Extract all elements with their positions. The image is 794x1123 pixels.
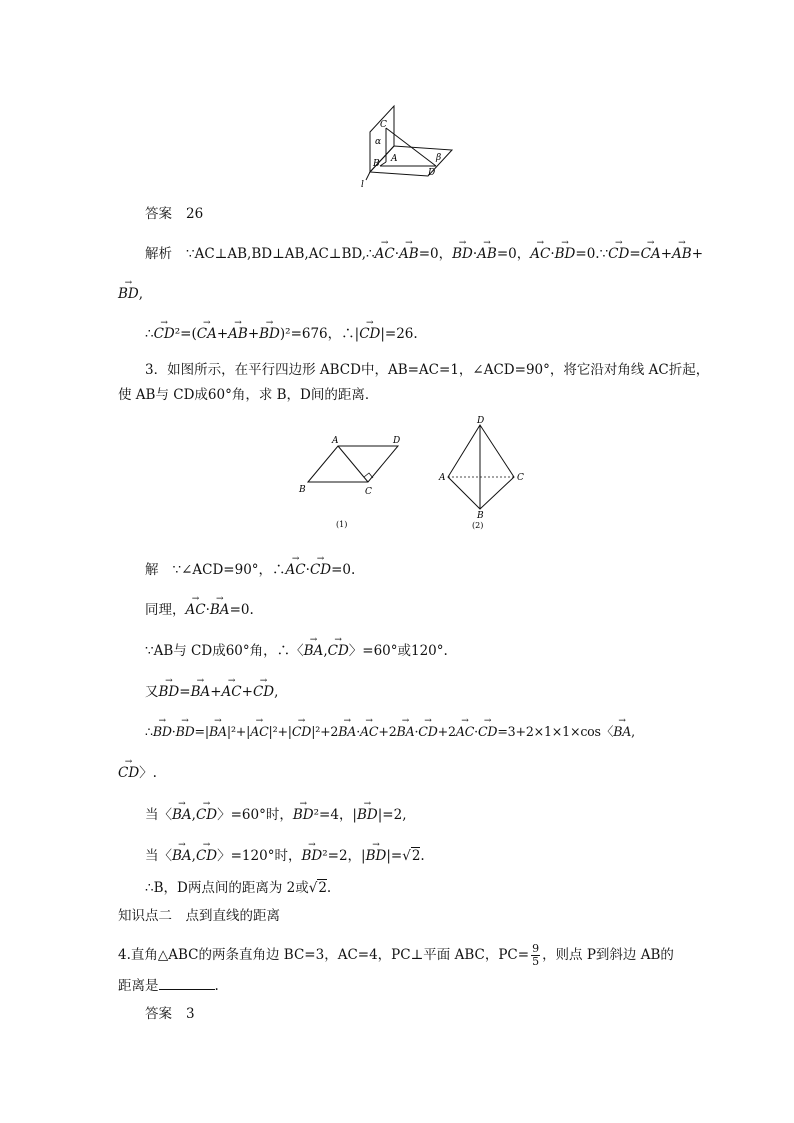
caption-2: (2) <box>472 521 484 530</box>
vector: → CD <box>608 243 629 263</box>
fraction-9-5: $\frac{9}{5}$ <box>532 942 540 968</box>
vector: → BD <box>452 243 473 263</box>
diagonal-AC <box>338 446 368 482</box>
label-D: D <box>477 416 485 426</box>
solution-3-conclusion: ∴B，D两点间的距离为 2或√2. <box>145 880 332 896</box>
vector: → BA <box>338 721 356 741</box>
label-A: A <box>439 473 446 483</box>
label-C: C <box>365 487 372 497</box>
vector: → BD <box>555 243 576 263</box>
vector: → CD <box>418 721 437 741</box>
label-C: C <box>517 473 524 483</box>
vector: → BD <box>259 323 280 343</box>
vector: → CD <box>154 323 175 343</box>
vector: → CD <box>359 323 380 343</box>
vector: → BD <box>176 721 195 741</box>
line-l <box>366 172 370 180</box>
vector: → BA <box>304 640 324 660</box>
caption-1: (1) <box>336 520 348 529</box>
vector: → AC <box>286 559 306 579</box>
label-C: C <box>380 120 387 130</box>
vector: → AB <box>672 243 692 263</box>
figure-folded <box>432 414 532 532</box>
vector: → BD <box>357 804 378 824</box>
vector: → BD <box>301 845 322 865</box>
vector: → AC <box>222 681 242 701</box>
vector: → CD <box>328 640 349 660</box>
vector: → AC <box>250 721 268 741</box>
vector: → AB <box>399 243 419 263</box>
vector: → AC <box>375 243 395 263</box>
solution-1-line-2: → BD, <box>118 283 143 303</box>
section-title: 知识点二 点到直线的距离 <box>118 908 280 924</box>
solution-3-line-4: 又→ BD=→ BA+→ AC+→ CD, <box>145 681 278 701</box>
question-4-line-2: 距离是 . <box>118 978 219 994</box>
vector: → BD <box>366 845 387 865</box>
segment-AB <box>380 162 386 166</box>
vector: → CD <box>253 681 274 701</box>
vector: → BA <box>397 721 415 741</box>
solution-3-line-1: 解 ∵∠ACD=90°，∴→ AC·→ CD=0. <box>145 559 355 579</box>
vector: → BA <box>613 721 631 741</box>
vector: → CD <box>310 559 331 579</box>
vector: → CD <box>118 762 139 782</box>
vector: → CA <box>641 243 661 263</box>
vector: → BA <box>210 599 230 619</box>
vector: → BD <box>153 721 172 741</box>
label-A: A <box>391 154 398 164</box>
label-B: B <box>299 485 306 495</box>
label-alpha: α <box>375 137 382 147</box>
answer-4: 答案 3 <box>145 1006 195 1022</box>
question-4-line-1: 4.直角△ABC的两条直角边 BC=3，AC=4，PC⊥平面 ABC，PC= $\frac{9}{5}$ ，则点 P到斜边 AB的 <box>118 942 674 968</box>
solution-1-line-1: 解析 ∵AC⊥AB,BD⊥AB,AC⊥BD,∴→ AC·→ AB=0，→ BD·→ AB=0，→ AC·→ BD=0.∵→ CD=→ CA+→ AB+ <box>145 243 703 263</box>
label-D: D <box>428 168 436 178</box>
vector: → BD <box>118 283 139 303</box>
vector: → CD <box>478 721 497 741</box>
vector: → BD <box>293 804 314 824</box>
label-A: A <box>332 436 339 446</box>
vector: → BA <box>172 804 192 824</box>
solution-3-line-3: ∵AB与 CD成60°角，∴〈→ BA,→ CD〉=60°或120°. <box>145 640 448 660</box>
solution-1-line-3: ∴→ CD²=(→ CA+→ AB+→ BD)²=676，∴|→ CD|=26. <box>145 323 418 343</box>
vector: → BD <box>159 681 180 701</box>
figure-parallelogram <box>292 410 412 532</box>
label-D: D <box>393 436 401 446</box>
solution-3-line-5: ∴→ BD·→ BD=|→ BA|²+|→ AC|²+|→ CD|²+2→ BA·→ AC+2→ BA·→ CD+2→ AC·→ CD=3+2×1×1×cos〈→ BA, <box>145 721 635 741</box>
folded-outline <box>448 425 514 509</box>
figure-perpendicular-planes <box>360 100 472 190</box>
vector: → CD <box>196 845 217 865</box>
vector: → BA <box>172 845 192 865</box>
label-B: B <box>373 159 380 169</box>
vector: → BA <box>191 681 211 701</box>
question-3-line-2: 使 AB与 CD成60°角，求 B，D间的距离． <box>118 387 379 403</box>
label-B: B <box>477 511 484 521</box>
vector: → AB <box>228 323 248 343</box>
answer-1: 答案 26 <box>145 206 204 222</box>
vector: → CD <box>292 721 311 741</box>
vector: → BA <box>209 721 227 741</box>
vector: → CA <box>197 323 217 343</box>
vector: → AC <box>456 721 474 741</box>
solution-3-line-7: 当〈→ BA,→ CD〉=60°时，→ BD²=4，|→ BD|=2, <box>145 804 407 824</box>
answer-blank[interactable] <box>159 977 215 990</box>
label-l: l <box>361 180 364 190</box>
solution-3-line-6: → CD〉. <box>118 762 157 782</box>
solution-3-line-2: 同理，→ AC·→ BA=0. <box>145 599 254 619</box>
vector: → AC <box>186 599 206 619</box>
vector: → AB <box>477 243 497 263</box>
solution-3-line-8: 当〈→ BA,→ CD〉=120°时，→ BD²=2，|→ BD|=√2. <box>145 845 425 865</box>
vector: → CD <box>196 804 217 824</box>
vector: → AC <box>360 721 378 741</box>
question-3-line-1: 3．如图所示，在平行四边形 ABCD中，AB=AC=1，∠ACD=90°，将它沿对角线 AC折起， <box>145 362 710 378</box>
vector: → AC <box>530 243 550 263</box>
solution-label: 解析 <box>145 246 172 262</box>
label-beta: β <box>436 153 442 163</box>
